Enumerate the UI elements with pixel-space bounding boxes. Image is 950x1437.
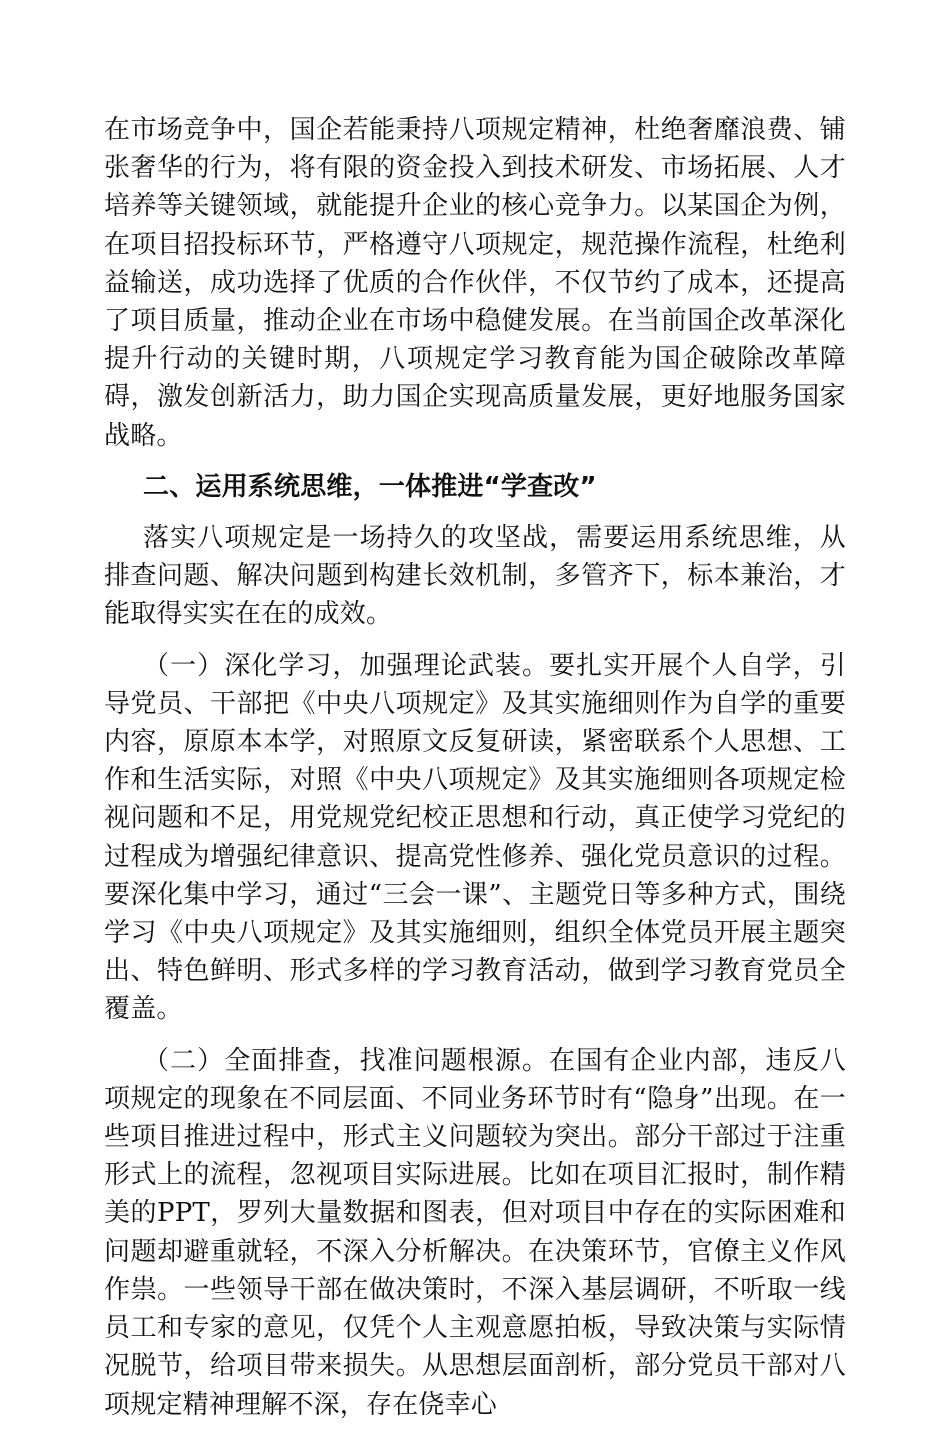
section-heading-systems-thinking: 二、运用系统思维，一体推进“学查改” bbox=[143, 471, 597, 502]
paragraph-long-term-battle: 落实八项规定是一场持久的攻坚战，需要运用系统思维，从排查问题、解决问题到构建长效机制，多管齐下，标本兼治，才能取得实实在在的成效。 bbox=[104, 523, 846, 630]
paragraph-competition: 在市场竞争中，国企若能秉持八项规定精神，杜绝奢靡浪费、铺张奢华的行为，将有限的资金投入到技术研发、市场拓展、人才培养等关键领域，就能提升企业的核心竞争力。以某国企为例，在项目招投标环节，严格遵守八项规定，规范操作流程，杜绝利益输送，成功选择了优质的合作伙伴，不仅节约了成本，还提高了项目质量，推动企业在市场中稳健发展。在当前国企改革深化提升行动的关键时期，八项规定学习教育能为国企破除改革障碍，激发创新活力，助力国企实现高质量发展，更好地服务国家战略。 bbox=[104, 115, 846, 451]
document-body bbox=[104, 111, 846, 1437]
paragraph-comprehensive-inspection: （二）全面排查，找准问题根源。在国有企业内部，违反八项规定的现象在不同层面、不同业务环节时有“隐身”出现。在一些项目推进过程中，形式主义问题较为突出。部分干部过于注重形式上的流程，忽视项目实际进展。比如在项目汇报时，制作精美的PPT，罗列大量数据和图表，但对项目中存在的实际困难和问题却避重就轻，不深入分析解决。在决策环节，官僚主义作风作祟。一些领导干部在做决策时，不深入基层调研，不听取一线员工和专家的意见，仅凭个人主观意愿拍板，导致决策与实际情况脱节，给项目带来损失。从思想层面剖析，部分党员干部对八项规定精神理解不深，存在侥幸心 bbox=[104, 1045, 846, 1420]
paragraph-deepen-study: （一）深化学习，加强理论武装。要扎实开展个人自学，引导党员、干部把《中央八项规定》及其实施细则作为自学的重要内容，原原本本学，对照原文反复研读，紧密联系个人思想、工作和生活实际，对照《中央八项规定》及其实施细则各项规定检视问题和不足，用党规党纪校正思想和行动，真正使学习党纪的过程成为增强纪律意识、提高党性修养、强化党员意识的过程。要深化集中学习，通过“三会一课”、主题党日等多种方式，围绕学习《中央八项规定》及其实施细则，组织全体党员开展主题突出、特色鲜明、形式多样的学习教育活动，做到学习教育党员全覆盖。 bbox=[104, 650, 846, 1025]
